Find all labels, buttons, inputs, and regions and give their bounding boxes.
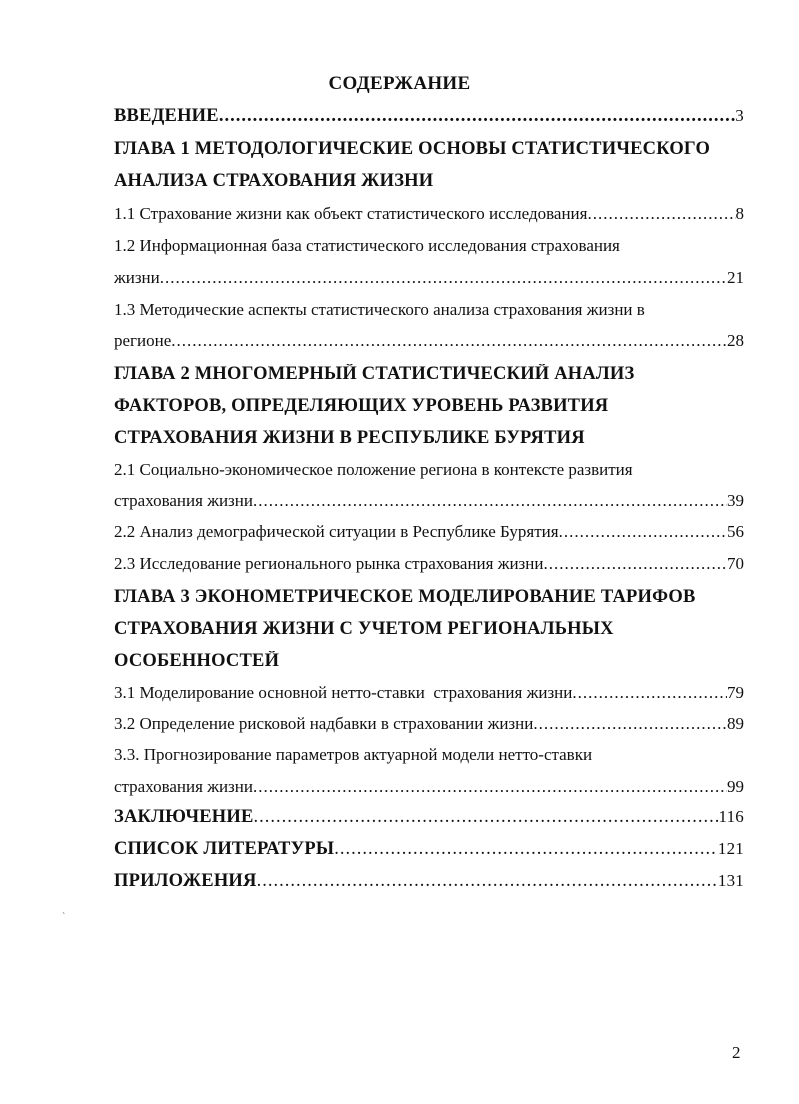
toc-label: 3.2 Определение рисковой надбавки в страховании жизни — [114, 714, 534, 733]
toc-label: страхования жизни — [114, 491, 253, 510]
toc-entry-1-3-line1[interactable]: 1.3 Методические аспекты статистического анализа страхования жизни в — [114, 300, 645, 319]
toc-page: 121 — [717, 839, 744, 858]
toc-label: СПИСОК ЛИТЕРАТУРЫ — [114, 839, 335, 859]
leader-dots — [254, 807, 719, 828]
toc-label: жизни — [114, 268, 160, 287]
leader-dots — [253, 491, 727, 511]
toc-entry-3-3-line1[interactable]: 3.3. Прогнозирование параметров актуарной модели нетто-ставки — [114, 745, 593, 764]
toc-page: 21 — [727, 268, 744, 287]
toc-entry-1-1[interactable] — [114, 204, 744, 224]
toc-entry-introduction[interactable] — [114, 106, 744, 127]
toc-label: регионе — [114, 331, 172, 350]
toc-entry-3-2[interactable] — [114, 714, 744, 734]
toc-page: 28 — [727, 331, 744, 350]
toc-label: страхования жизни — [114, 777, 253, 796]
toc-entry-1-2-line1[interactable]: 1.2 Информационная база статистического исследования страхования — [114, 236, 620, 255]
leader-dots — [334, 839, 718, 860]
toc-label: ЗАКЛЮЧЕНИЕ — [114, 807, 254, 827]
toc-entry-3-3-line2[interactable] — [114, 777, 744, 797]
leader-dots — [171, 331, 727, 351]
toc-page: 39 — [727, 491, 744, 510]
toc-entry-3-1[interactable] — [114, 683, 744, 703]
leader-dots — [160, 268, 727, 288]
toc-page: 99 — [727, 777, 744, 796]
chapter2-heading-line1[interactable]: ГЛАВА 2 МНОГОМЕРНЫЙ СТАТИСТИЧЕСКИЙ АНАЛИЗ — [114, 364, 635, 384]
toc-page: 89 — [727, 714, 744, 733]
toc-label: 3.1 Моделирование основной нетто-ставки страхования жизни — [114, 683, 573, 702]
toc-page: 8 — [735, 204, 744, 223]
toc-entry-1-2-line2[interactable] — [114, 268, 744, 288]
scan-mark: ` — [62, 912, 66, 923]
chapter2-heading-line3[interactable]: СТРАХОВАНИЯ ЖИЗНИ В РЕСПУБЛИКЕ БУРЯТИЯ — [114, 428, 585, 448]
leader-dots — [572, 683, 727, 703]
toc-entry-2-3[interactable] — [114, 554, 744, 574]
toc-entry-appendices[interactable] — [114, 871, 744, 892]
toc-entry-2-2[interactable] — [114, 522, 744, 542]
chapter1-heading-line2[interactable]: АНАЛИЗА СТРАХОВАНИЯ ЖИЗНИ — [114, 171, 434, 191]
toc-page: 131 — [717, 871, 744, 890]
chapter1-heading-line1[interactable]: ГЛАВА 1 МЕТОДОЛОГИЧЕСКИЕ ОСНОВЫ СТАТИСТИЧЕСКОГО — [114, 139, 711, 159]
toc-page: 79 — [727, 683, 744, 702]
leader-dots — [587, 204, 735, 224]
page-number: 2 — [732, 1043, 741, 1062]
leader-dots — [559, 522, 727, 542]
toc-entry-2-1-line1[interactable]: 2.1 Социально-экономическое положение региона в контексте развития — [114, 460, 633, 479]
chapter3-heading-line1[interactable]: ГЛАВА 3 ЭКОНОМЕТРИЧЕСКОЕ МОДЕЛИРОВАНИЕ ТАРИФОВ — [114, 587, 696, 607]
leader-dots — [533, 714, 727, 734]
toc-label: 1.1 Страхование жизни как объект статистического исследования — [114, 204, 588, 223]
toc-entry-2-1-line2[interactable] — [114, 491, 744, 511]
toc-label: ВВЕДЕНИЕ — [114, 106, 219, 126]
toc-entry-1-3-line2[interactable] — [114, 331, 744, 351]
chapter3-heading-line3[interactable]: ОСОБЕННОСТЕЙ — [114, 651, 280, 671]
toc-entry-references[interactable] — [114, 839, 744, 860]
leader-dots — [257, 871, 718, 892]
toc-page: 70 — [727, 554, 744, 573]
leader-dots — [543, 554, 727, 574]
toc-label: 2.3 Исследование регионального рынка страхования жизни — [114, 554, 544, 573]
toc-label: ПРИЛОЖЕНИЯ — [114, 871, 257, 891]
leader-dots — [253, 777, 727, 797]
toc-entry-conclusion[interactable] — [114, 807, 744, 828]
chapter2-heading-line2[interactable]: ФАКТОРОВ, ОПРЕДЕЛЯЮЩИХ УРОВЕНЬ РАЗВИТИЯ — [114, 396, 609, 416]
toc-page: 116 — [718, 807, 744, 826]
leader-dots — [219, 106, 735, 127]
chapter3-heading-line2[interactable]: СТРАХОВАНИЯ ЖИЗНИ С УЧЕТОМ РЕГИОНАЛЬНЫХ — [114, 619, 614, 639]
toc-page: 3 — [735, 106, 744, 125]
toc-label: 2.2 Анализ демографической ситуации в Республике Бурятия — [114, 522, 559, 541]
page-title: СОДЕРЖАНИЕ — [328, 73, 471, 94]
toc-page: 56 — [727, 522, 744, 541]
